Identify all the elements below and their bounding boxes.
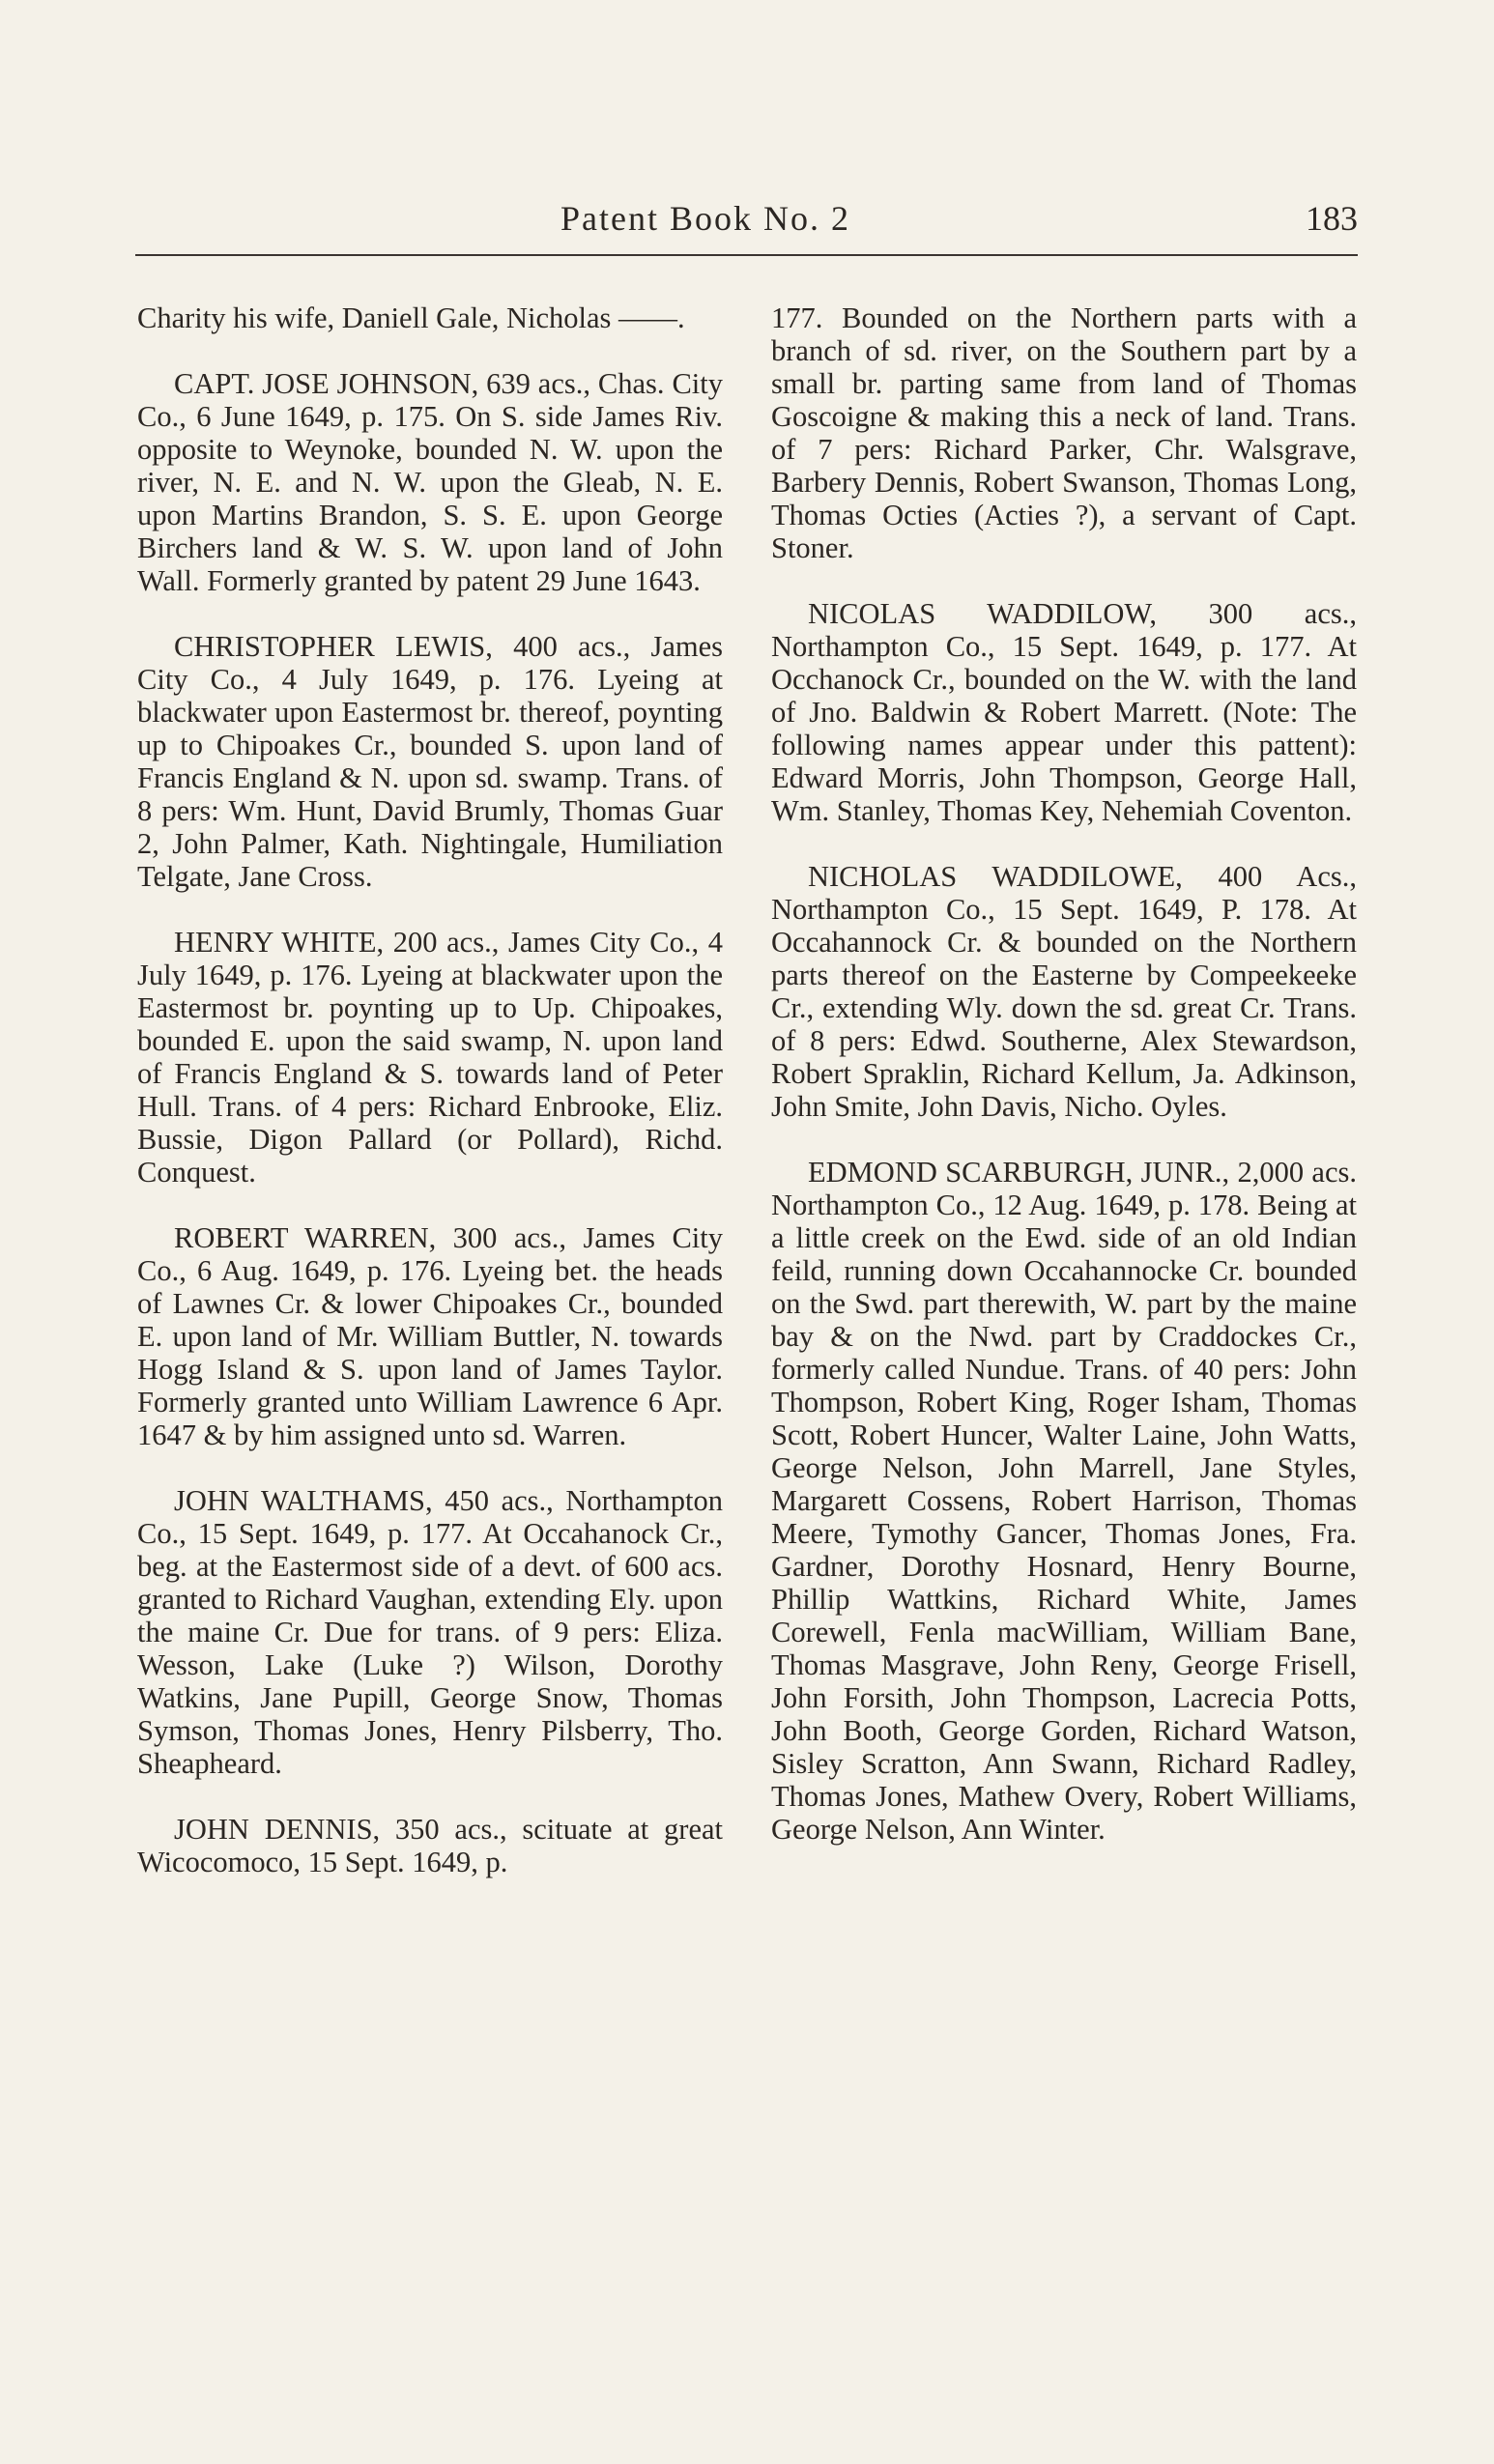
entry-nicolas-waddilow: NICOLAS WADDILOW, 300 acs., Northampton Co., 15 Sept. 1649, p. 177. At Occhanock Cr., bounded on the W. with the land of Jno. Baldwin & Robert Marrett. (Note: The following names appear under this pattent): Edward Morris, John Thompson, George Hall, Wm. Stanley, Thomas Key, Nehemiah Coventon. xyxy=(771,597,1357,827)
running-title: Patent Book No. 2 xyxy=(560,199,850,238)
entry-christopher-lewis: CHRISTOPHER LEWIS, 400 acs., James City Co., 4 July 1649, p. 176. Lyeing at blackwater upon Eastermost br. thereof, poynting up to Chipoakes Cr., bounded S. upon land of Francis England & N. upon sd. swamp. Trans. of 8 pers: Wm. Hunt, David Brumly, Thomas Guar 2, John Palmer, Kath. Nightingale, Humiliation Telgate, Jane Cross. xyxy=(137,630,723,893)
entry-john-dennis-continued: 177. Bounded on the Northern parts with a branch of sd. river, on the Southern part by a small br. parting same from land of Thomas Goscoigne & making this a neck of land. Trans. of 7 pers: Richard Parker, Chr. Walsgrave, Barbery Dennis, Robert Swanson, Thomas Long, Thomas Octies (Acties ?), a servant of Capt. Stoner. xyxy=(771,301,1357,564)
entry-continuation: Charity his wife, Daniell Gale, Nicholas ——. xyxy=(137,301,685,334)
running-header xyxy=(135,198,1358,256)
entry-john-dennis: JOHN DENNIS, 350 acs., scituate at great Wicocomoco, 15 Sept. 1649, p. xyxy=(137,1813,723,1878)
entry-jose-johnson: CAPT. JOSE JOHNSON, 639 acs., Chas. City Co., 6 June 1649, p. 175. On S. side James Riv. opposite to Weynoke, bounded N. W. upon the river, N. E. and N. W. upon the Gleab, N. E. upon Martins Brandon, S. S. E. upon George Birchers land & W. S. W. upon land of John Wall. Formerly granted by patent 29 June 1643. xyxy=(137,367,723,597)
entry-john-walthams: JOHN WALTHAMS, 450 acs., Northampton Co., 15 Sept. 1649, p. 177. At Occahanock Cr., beg. at the Eastermost side of a devt. of 600 acs. granted to Richard Vaughan, extending Ely. upon the maine Cr. Due for trans. of 9 pers: Eliza. Wesson, Lake (Luke ?) Wilson, Dorothy Watkins, Jane Pupill, George Snow, Thomas Symson, Thomas Jones, Henry Pilsberry, Tho. Sheapheard. xyxy=(137,1484,723,1780)
entry-edmond-scarburgh: EDMOND SCARBURGH, JUNR., 2,000 acs. Northampton Co., 12 Aug. 1649, p. 178. Being at a little creek on the Ewd. side of an old Indian feild, running down Occahannocke Cr. bounded on the Swd. part therewith, W. part by the maine bay & on the Nwd. part by Craddockes Cr., formerly called Nundue. Trans. of 40 pers: John Thompson, Robert King, Roger Isham, Thomas Scott, Robert Huncer, Walter Laine, John Watts, George Nelson, John Marrell, Jane Styles, Margarett Cossens, Robert Harrison, Thomas Meere, Tymothy Gancer, Thomas Jones, Fra. Gardner, Dorothy Hosnard, Henry Bourne, Phillip Wattkins, Richard White, James Corewell, Fenla macWilliam, William Bane, Thomas Masgrave, John Reny, George Frisell, John Forsith, John Thompson, Lacrecia Potts, John Booth, George Gorden, Richard Watson, Sisley Scratton, Ann Swann, Richard Radley, Thomas Jones, Mathew Overy, Robert Williams, George Nelson, Ann Winter. xyxy=(771,1156,1357,1846)
entry-henry-white: HENRY WHITE, 200 acs., James City Co., 4 July 1649, p. 176. Lyeing at blackwater upon the Eastermost br. poynting up to Up. Chipoakes, bounded E. upon the said swamp, N. upon land of Francis England & S. towards land of Peter Hull. Trans. of 4 pers: Richard Enbrooke, Eliz. Bussie, Digon Pallard (or Pollard), Richd. Conquest. xyxy=(137,926,723,1189)
header-rule xyxy=(135,254,1358,256)
entry-nicholas-waddilowe: NICHOLAS WADDILOWE, 400 Acs., Northampton Co., 15 Sept. 1649, P. 178. At Occahannock Cr. & bounded on the Northern parts thereof on the Easterne by Compeekeeke Cr., extending Wly. down the sd. great Cr. Trans. of 8 pers: Edwd. Southerne, Alex Stewardson, Robert Spraklin, Richard Kellum, Ja. Adkinson, John Smite, John Davis, Nicho. Oyles. xyxy=(771,860,1357,1123)
page-number: 183 xyxy=(1306,199,1358,238)
left-column xyxy=(137,301,723,1878)
right-column xyxy=(771,301,1357,1846)
entry-robert-warren: ROBERT WARREN, 300 acs., James City Co., 6 Aug. 1649, p. 176. Lyeing bet. the heads of Lawnes Cr. & lower Chipoakes Cr., bounded E. upon land of Mr. William Buttler, N. towards Hogg Island & S. upon land of James Taylor. Formerly granted unto William Lawrence 6 Apr. 1647 & by him assigned unto sd. Warren. xyxy=(137,1221,723,1451)
